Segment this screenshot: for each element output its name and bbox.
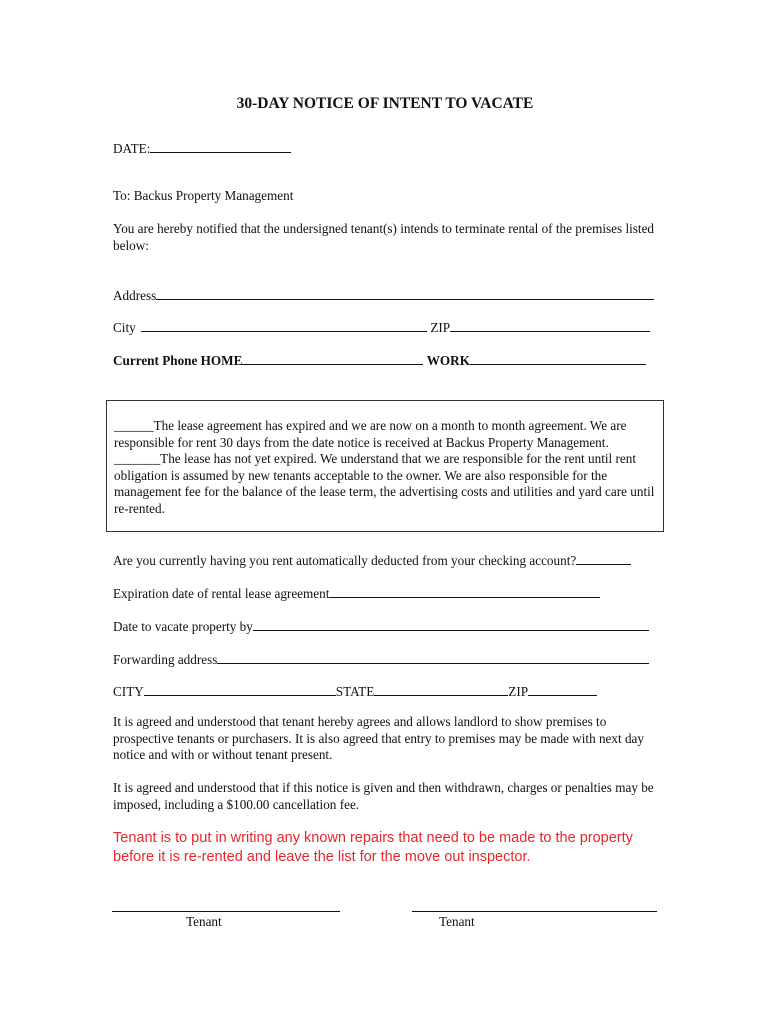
date-label: DATE: — [113, 141, 151, 156]
vacate-date-blank[interactable] — [253, 617, 649, 631]
option1-text: The lease agreement has expired and we are now on a month to month agreement. We are responsible for rent 30 days from the date notice is received at Backus Property Management. — [114, 418, 627, 450]
tenant-signature-line-right[interactable] — [412, 911, 657, 912]
city-zip-field — [113, 318, 650, 336]
vacate-date-label: Date to vacate property by — [113, 619, 253, 634]
date-blank[interactable] — [150, 139, 291, 153]
address-blank[interactable] — [156, 286, 654, 300]
city-state-zip-field — [113, 682, 597, 700]
lease-options-box — [106, 400, 664, 532]
date-field — [113, 139, 291, 157]
city-blank[interactable] — [141, 318, 427, 332]
forwarding-zip-blank[interactable] — [528, 682, 597, 696]
option1-blank[interactable]: ______ — [114, 418, 154, 433]
phone-field — [113, 351, 646, 369]
work-label: WORK — [426, 353, 470, 368]
phone-home-blank[interactable] — [242, 351, 423, 365]
forwarding-state-blank[interactable] — [374, 682, 508, 696]
tenant-label-left: Tenant — [186, 914, 222, 929]
forwarding-address-field — [113, 650, 649, 668]
repairs-notice: Tenant is to put in writing any known repairs that need to be made to the property before it is re-rented and leave the list for the move out inspector. — [113, 830, 633, 865]
auto-deduct-question — [113, 551, 631, 569]
zip-blank[interactable] — [450, 318, 650, 332]
expiration-label: Expiration date of rental lease agreement — [113, 586, 330, 601]
lease-options-text — [114, 418, 662, 517]
option2-blank[interactable]: _______ — [114, 451, 161, 466]
work-blank[interactable] — [470, 351, 646, 365]
auto-deduct-label: Are you currently having you rent automatically deducted from your checking account? — [113, 553, 577, 568]
forwarding-city-blank[interactable] — [144, 682, 336, 696]
forwarding-city-label: CITY — [113, 684, 144, 699]
auto-deduct-blank[interactable] — [576, 551, 631, 565]
forwarding-label: Forwarding address — [113, 652, 218, 667]
expiration-blank[interactable] — [329, 584, 600, 598]
withdrawal-agreement-paragraph: It is agreed and understood that if this notice is given and then withdrawn, charges or penalties may be imposed, including a $100.00 cancellation fee. — [113, 780, 654, 812]
tenant-label-right: Tenant — [439, 914, 475, 929]
document-title: 30-DAY NOTICE OF INTENT TO VACATE — [236, 95, 534, 112]
forwarding-zip-label: ZIP — [508, 684, 529, 699]
showing-agreement-paragraph: It is agreed and understood that tenant hereby agrees and allows landlord to show premises to prospective tenants or purchasers. It is also agreed that entry to premises may be made with next day notice and with or without tenant present. — [113, 714, 644, 762]
expiration-field — [113, 584, 600, 602]
option2-text: The lease has not yet expired. We understand that we are responsible for the rent until rent obligation is assumed by new tenants acceptable to the owner. We are also responsible for the management fee for the balance of the lease term, the advertising costs and utilities and yard care until re-rented. — [114, 451, 655, 516]
address-label: Address — [113, 288, 157, 303]
vacate-date-field — [113, 617, 649, 635]
city-label: City — [113, 320, 136, 335]
notification-paragraph: You are hereby notified that the undersigned tenant(s) intends to terminate rental of the premises listed below: — [113, 221, 655, 253]
forwarding-state-label: STATE — [335, 684, 375, 699]
phone-home-label: Current Phone HOME — [113, 353, 243, 368]
zip-label: ZIP — [430, 320, 451, 335]
forwarding-blank[interactable] — [217, 650, 649, 664]
address-field — [113, 286, 654, 304]
recipient-line: To: Backus Property Management — [113, 188, 294, 203]
tenant-signature-line-left[interactable] — [112, 911, 340, 912]
